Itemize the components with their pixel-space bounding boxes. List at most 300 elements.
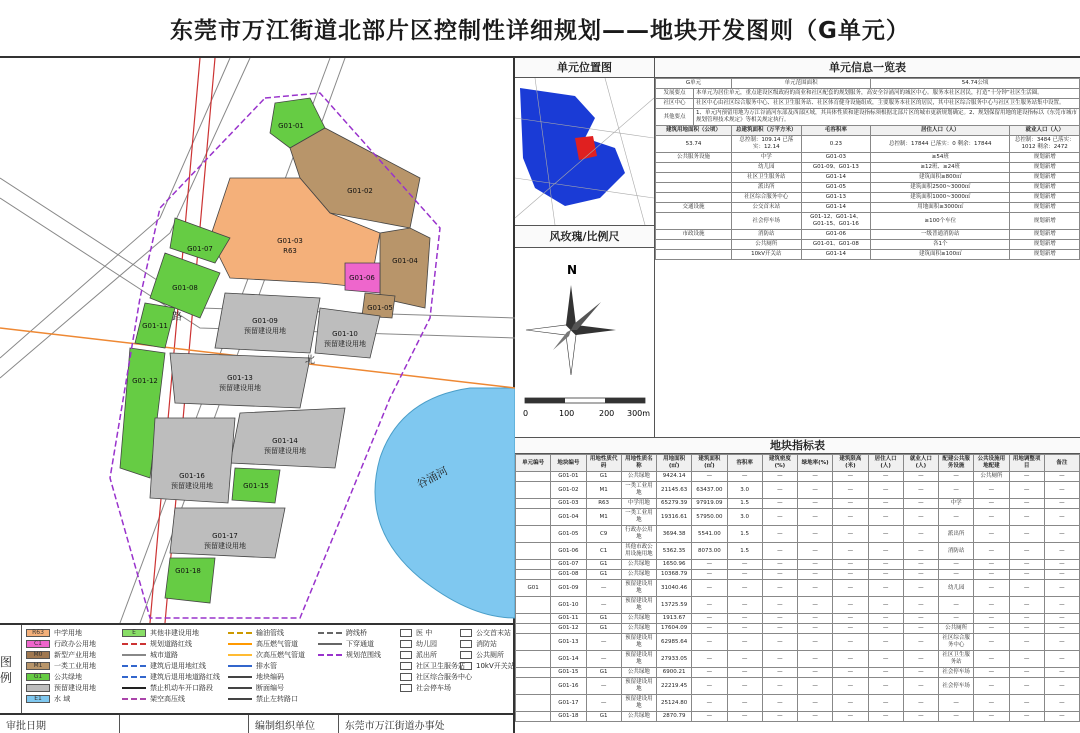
scale-100: 100 bbox=[559, 409, 575, 418]
index-cell: — bbox=[798, 668, 833, 678]
index-cell: — bbox=[692, 580, 727, 597]
legend-label: 建筑后退用地道路红线 bbox=[150, 672, 220, 681]
index-unit-cell bbox=[516, 543, 551, 560]
index-cell: 31040.46 bbox=[657, 580, 692, 597]
plot-label-G01-12: G01-12 bbox=[132, 377, 158, 385]
facility-cell: 规划新增 bbox=[1010, 193, 1080, 203]
index-cell: — bbox=[868, 560, 903, 570]
sum-h-5: 就业人口（人） bbox=[1010, 126, 1080, 136]
facility-row bbox=[656, 240, 1080, 250]
legend-col-facilities-2 bbox=[460, 627, 515, 671]
index-cell: — bbox=[1009, 597, 1044, 614]
facility-cell: 公共服务设施 bbox=[656, 153, 732, 163]
facility-cell: 中学 bbox=[732, 153, 802, 163]
index-cell: — bbox=[868, 624, 903, 634]
index-cell: — bbox=[762, 597, 797, 614]
facility-cell bbox=[656, 163, 732, 173]
facility-cell: 规划新增 bbox=[1010, 183, 1080, 193]
location-title: 单元位置图 bbox=[515, 58, 654, 78]
index-cell: — bbox=[939, 712, 974, 722]
road-label-1: 路 bbox=[172, 312, 182, 323]
index-cell: — bbox=[692, 560, 727, 570]
index-cell: 22219.45 bbox=[657, 678, 692, 695]
index-cell: 1650.96 bbox=[657, 560, 692, 570]
legend-swatch: C1 bbox=[26, 640, 50, 648]
index-cell: — bbox=[798, 560, 833, 570]
legend-label: 社会停车场 bbox=[416, 683, 451, 692]
facility-cell: 市政设施 bbox=[656, 230, 732, 240]
legend-item bbox=[26, 693, 96, 704]
facility-cell bbox=[656, 193, 732, 203]
index-cell: 19316.61 bbox=[657, 509, 692, 526]
index-cell: — bbox=[974, 712, 1009, 722]
map-area[interactable] bbox=[0, 58, 515, 623]
index-cell: — bbox=[868, 668, 903, 678]
index-row bbox=[516, 597, 1080, 614]
index-cell: — bbox=[1044, 570, 1079, 580]
index-unit-cell bbox=[516, 695, 551, 712]
legend-label: 新型产业用地 bbox=[54, 650, 96, 659]
wind-rose bbox=[515, 248, 654, 436]
legend-item bbox=[400, 671, 472, 682]
index-cell: — bbox=[762, 624, 797, 634]
index-cell: 一类工业用地 bbox=[621, 509, 656, 526]
index-cell: — bbox=[762, 509, 797, 526]
index-header: 建筑密度(%) bbox=[762, 455, 797, 472]
index-row bbox=[516, 499, 1080, 509]
index-cell: — bbox=[727, 695, 762, 712]
index-cell: — bbox=[727, 678, 762, 695]
index-cell: — bbox=[833, 472, 868, 482]
index-cell: — bbox=[762, 526, 797, 543]
index-cell: G01-02 bbox=[551, 482, 586, 499]
index-cell: — bbox=[974, 499, 1009, 509]
index-row bbox=[516, 624, 1080, 634]
index-cell: — bbox=[762, 543, 797, 560]
index-cell: 公共厕所 bbox=[939, 624, 974, 634]
index-unit-cell bbox=[516, 526, 551, 543]
legend-line bbox=[122, 687, 146, 689]
index-cell: — bbox=[868, 543, 903, 560]
index-cell: — bbox=[974, 634, 1009, 651]
index-cell: 社区卫生服务站 bbox=[939, 651, 974, 668]
legend-facility-icon bbox=[400, 651, 412, 659]
index-cell: — bbox=[586, 580, 621, 597]
legend-label: 中学用地 bbox=[54, 628, 82, 637]
unit-area-label: 单元范围面积 bbox=[732, 79, 871, 89]
legend bbox=[0, 623, 515, 713]
index-cell: — bbox=[692, 570, 727, 580]
title-bar bbox=[0, 0, 1080, 58]
index-cell: — bbox=[974, 580, 1009, 597]
legend-item bbox=[122, 693, 220, 704]
index-header: 用地性质代码 bbox=[586, 455, 621, 472]
index-cell: — bbox=[1009, 526, 1044, 543]
index-header: 地块编号 bbox=[551, 455, 586, 472]
facility-cell: 各1个 bbox=[871, 240, 1010, 250]
index-cell: — bbox=[798, 624, 833, 634]
facility-cell: 社会停车场 bbox=[732, 213, 802, 230]
facility-cell: G01-06 bbox=[801, 230, 871, 240]
index-cell: — bbox=[833, 668, 868, 678]
index-cell: — bbox=[798, 543, 833, 560]
plot-G01-16 bbox=[150, 418, 235, 503]
index-header: 容积率 bbox=[727, 455, 762, 472]
location-map-box bbox=[515, 58, 655, 226]
unit-name: G单元 bbox=[656, 79, 732, 89]
index-header: 居住人口(人) bbox=[868, 455, 903, 472]
wind-rose-box bbox=[515, 226, 655, 438]
index-cell: — bbox=[1044, 634, 1079, 651]
index-cell: G01-01 bbox=[551, 472, 586, 482]
index-cell: — bbox=[833, 624, 868, 634]
index-cell: — bbox=[692, 614, 727, 624]
index-cell: 预留建设用地 bbox=[621, 580, 656, 597]
index-cell: — bbox=[903, 580, 938, 597]
facility-cell: G01-14 bbox=[801, 203, 871, 213]
index-cell: R63 bbox=[586, 499, 621, 509]
info-title: 单元信息一览表 bbox=[655, 58, 1080, 78]
legend-item bbox=[26, 671, 96, 682]
index-cell: — bbox=[762, 695, 797, 712]
index-cell: — bbox=[833, 712, 868, 722]
index-cell: — bbox=[868, 499, 903, 509]
index-cell: 1.5 bbox=[727, 543, 762, 560]
index-cell: 中学 bbox=[939, 499, 974, 509]
rose-title: 风玫瑰/比例尺 bbox=[515, 226, 654, 248]
legend-label: 排水管 bbox=[256, 661, 277, 670]
plot-code-G01-16: 预留建设用地 bbox=[171, 482, 213, 490]
index-cell: — bbox=[903, 614, 938, 624]
legend-item bbox=[122, 682, 220, 693]
index-cell: 公共绿地 bbox=[621, 560, 656, 570]
legend-item bbox=[318, 649, 381, 660]
unit-info-box bbox=[655, 58, 1080, 438]
plot-label-G01-04: G01-04 bbox=[392, 257, 418, 265]
plot-code-G01-10: 预留建设用地 bbox=[324, 340, 366, 348]
index-cell: 其他市政公用设施用地 bbox=[621, 543, 656, 560]
index-cell: — bbox=[903, 543, 938, 560]
plot-label-G01-08: G01-08 bbox=[172, 284, 198, 292]
index-cell: — bbox=[903, 509, 938, 526]
index-cell: — bbox=[1009, 634, 1044, 651]
index-cell: — bbox=[692, 597, 727, 614]
index-cell: 公共绿地 bbox=[621, 624, 656, 634]
facility-cell: 一级普通消防站 bbox=[871, 230, 1010, 240]
index-cell: 13725.59 bbox=[657, 597, 692, 614]
index-cell: — bbox=[586, 634, 621, 651]
index-cell: — bbox=[798, 634, 833, 651]
facility-cell: G01-13 bbox=[801, 193, 871, 203]
facility-row bbox=[656, 183, 1080, 193]
index-cell: — bbox=[798, 509, 833, 526]
index-cell: 17604.09 bbox=[657, 624, 692, 634]
index-cell: — bbox=[868, 509, 903, 526]
legend-label: 规划范围线 bbox=[346, 650, 381, 659]
legend-item bbox=[228, 627, 305, 638]
index-cell: — bbox=[1044, 668, 1079, 678]
facility-cell: G01-14 bbox=[801, 173, 871, 183]
legend-item bbox=[122, 627, 220, 638]
legend-label: 消防站 bbox=[476, 639, 497, 648]
index-cell: 公共绿地 bbox=[621, 472, 656, 482]
index-row bbox=[516, 560, 1080, 570]
index-cell: — bbox=[1009, 472, 1044, 482]
index-cell: — bbox=[1009, 570, 1044, 580]
index-cell: — bbox=[798, 678, 833, 695]
legend-line bbox=[228, 676, 252, 678]
index-cell: — bbox=[727, 634, 762, 651]
legend-label: 预留建设用地 bbox=[54, 683, 96, 692]
legend-item bbox=[228, 638, 305, 649]
north-label: N bbox=[567, 263, 578, 277]
index-cell: — bbox=[868, 482, 903, 499]
index-cell: — bbox=[727, 570, 762, 580]
legend-swatch: E bbox=[122, 629, 146, 637]
index-cell: — bbox=[1044, 712, 1079, 722]
index-cell: — bbox=[868, 570, 903, 580]
plot-label-G01-17: G01-17 bbox=[212, 532, 238, 540]
sum-h-3: 毛容积率 bbox=[801, 126, 871, 136]
legend-line bbox=[122, 698, 146, 700]
index-row bbox=[516, 526, 1080, 543]
plot-label-G01-10: G01-10 bbox=[332, 330, 358, 338]
plot-label-G01-14: G01-14 bbox=[272, 437, 298, 445]
index-cell: — bbox=[903, 695, 938, 712]
legend-item bbox=[228, 660, 305, 671]
index-cell: 3694.38 bbox=[657, 526, 692, 543]
index-cell: 一类工业用地 bbox=[621, 482, 656, 499]
index-cell: 1.5 bbox=[727, 499, 762, 509]
index-cell: — bbox=[1044, 560, 1079, 570]
index-header: 就业人口(人) bbox=[903, 455, 938, 472]
index-cell: — bbox=[762, 678, 797, 695]
index-row bbox=[516, 482, 1080, 499]
index-cell: — bbox=[798, 472, 833, 482]
index-cell: 21145.63 bbox=[657, 482, 692, 499]
index-cell: — bbox=[903, 472, 938, 482]
legend-line bbox=[318, 632, 342, 634]
index-cell: — bbox=[833, 560, 868, 570]
land-use-map[interactable] bbox=[0, 58, 515, 623]
facility-cell: 规划新增 bbox=[1010, 240, 1080, 250]
facility-cell: G01-05 bbox=[801, 183, 871, 193]
index-row bbox=[516, 509, 1080, 526]
legend-swatch bbox=[26, 684, 50, 692]
index-cell: — bbox=[974, 482, 1009, 499]
index-cell: — bbox=[868, 580, 903, 597]
index-header: 单元编号 bbox=[516, 455, 551, 472]
index-cell: — bbox=[1009, 695, 1044, 712]
plot-label-G01-06: G01-06 bbox=[349, 274, 375, 282]
facility-cell: 规划新增 bbox=[1010, 203, 1080, 213]
info-key-2: 社区中心 bbox=[656, 99, 694, 109]
index-row bbox=[516, 614, 1080, 624]
info-val-1: 本单元为居住单元，重点建设区级政府的商业和社区配套的规划服务，高安全谷涌河的城区中心。服务本社区居民，打造“十分钟”社区生活圈。 bbox=[694, 89, 1080, 99]
legend-facility-icon bbox=[400, 629, 412, 637]
index-cell: 65279.39 bbox=[657, 499, 692, 509]
sum-h-2: 总建筑面积（万平方米） bbox=[732, 126, 802, 136]
legend-facility-icon bbox=[400, 673, 412, 681]
legend-item bbox=[460, 660, 515, 671]
facility-cell: 公交首末站 bbox=[732, 203, 802, 213]
legend-item bbox=[318, 627, 381, 638]
legend-line bbox=[228, 643, 252, 645]
legend-label: 次高压燃气管道 bbox=[256, 650, 305, 659]
index-cell: — bbox=[974, 695, 1009, 712]
index-cell: 社会停车场 bbox=[939, 678, 974, 695]
facility-cell: 幼儿园 bbox=[732, 163, 802, 173]
info-key-3: 其他要点 bbox=[656, 109, 694, 126]
sum-v-5: 总控制：3484 已落实：1012 剩余：2472 bbox=[1010, 136, 1080, 153]
legend-label: 断面编号 bbox=[256, 683, 284, 692]
index-cell: 8073.00 bbox=[692, 543, 727, 560]
index-cell: — bbox=[903, 624, 938, 634]
index-cell: — bbox=[903, 668, 938, 678]
index-cell: 6900.21 bbox=[657, 668, 692, 678]
plot-label-G01-01: G01-01 bbox=[278, 122, 304, 130]
facility-cell bbox=[656, 240, 732, 250]
facility-cell: 社区综合服务中心 bbox=[732, 193, 802, 203]
legend-item bbox=[228, 671, 305, 682]
index-cell: 1913.67 bbox=[657, 614, 692, 624]
index-row bbox=[516, 472, 1080, 482]
unit-area-value: 54.74公顷 bbox=[871, 79, 1080, 89]
plot-label-G01-13: G01-13 bbox=[227, 374, 253, 382]
legend-line bbox=[318, 654, 342, 656]
index-cell: 消防站 bbox=[939, 543, 974, 560]
index-cell: G01-12 bbox=[551, 624, 586, 634]
index-cell: G01-07 bbox=[551, 560, 586, 570]
index-cell: — bbox=[1044, 678, 1079, 695]
legend-item bbox=[318, 638, 381, 649]
index-cell: — bbox=[586, 695, 621, 712]
legend-line bbox=[122, 676, 146, 678]
legend-item bbox=[228, 693, 305, 704]
index-cell: — bbox=[1044, 543, 1079, 560]
index-cell: — bbox=[762, 570, 797, 580]
page-title: 东莞市万江街道北部片区控制性详细规划——地块开发图则（G单元） bbox=[170, 17, 910, 44]
legend-swatch: M1 bbox=[26, 662, 50, 670]
index-cell: G01-13 bbox=[551, 634, 586, 651]
index-cell: — bbox=[833, 614, 868, 624]
plot-code-G01-13: 预留建设用地 bbox=[219, 384, 261, 392]
legend-label: 一类工业用地 bbox=[54, 661, 96, 670]
legend-label: 行政办公用地 bbox=[54, 639, 96, 648]
index-cell: — bbox=[762, 634, 797, 651]
index-cell: — bbox=[868, 712, 903, 722]
index-cell: — bbox=[1044, 482, 1079, 499]
index-cell: — bbox=[903, 499, 938, 509]
legend-label: 禁止左转路口 bbox=[256, 694, 298, 703]
index-cell: 63437.00 bbox=[692, 482, 727, 499]
index-cell: 公共绿地 bbox=[621, 614, 656, 624]
index-cell: 预留建设用地 bbox=[621, 695, 656, 712]
legend-item bbox=[26, 649, 96, 660]
index-cell: — bbox=[939, 570, 974, 580]
index-cell: C1 bbox=[586, 543, 621, 560]
index-cell: — bbox=[692, 472, 727, 482]
index-cell: — bbox=[939, 509, 974, 526]
index-cell: G01-11 bbox=[551, 614, 586, 624]
index-cell: — bbox=[727, 472, 762, 482]
index-row bbox=[516, 651, 1080, 668]
approval-date-label: 审批日期 bbox=[0, 715, 120, 733]
index-cell: 1.5 bbox=[727, 526, 762, 543]
index-cell: — bbox=[1009, 499, 1044, 509]
legend-item bbox=[26, 638, 96, 649]
index-unit-cell bbox=[516, 614, 551, 624]
index-cell: — bbox=[762, 482, 797, 499]
legend-swatch: R63 bbox=[26, 629, 50, 637]
index-cell: — bbox=[1009, 543, 1044, 560]
index-cell: — bbox=[1009, 651, 1044, 668]
index-cell: — bbox=[833, 597, 868, 614]
legend-line bbox=[228, 698, 252, 700]
index-cell: — bbox=[692, 712, 727, 722]
index-header: 用地面积(㎡) bbox=[657, 455, 692, 472]
index-cell: — bbox=[903, 712, 938, 722]
location-map bbox=[515, 78, 654, 225]
legend-item bbox=[460, 649, 515, 660]
legend-label: 幼儿园 bbox=[416, 639, 437, 648]
legend-col-lines bbox=[318, 627, 381, 660]
index-cell: — bbox=[974, 678, 1009, 695]
index-cell: — bbox=[939, 695, 974, 712]
legend-item bbox=[122, 649, 220, 660]
index-header: 用地性质名称 bbox=[621, 455, 656, 472]
legend-line bbox=[228, 654, 252, 656]
index-cell: 2870.79 bbox=[657, 712, 692, 722]
legend-label: 其他非建设用地 bbox=[150, 628, 199, 637]
index-cell: — bbox=[798, 482, 833, 499]
index-cell: 派出所 bbox=[939, 526, 974, 543]
index-row bbox=[516, 712, 1080, 722]
index-cell: — bbox=[903, 678, 938, 695]
index-cell: — bbox=[727, 560, 762, 570]
legend-label: 医 中 bbox=[416, 628, 433, 637]
index-unit-cell bbox=[516, 560, 551, 570]
index-cell: — bbox=[833, 634, 868, 651]
index-cell: — bbox=[1044, 614, 1079, 624]
index-cell: — bbox=[903, 482, 938, 499]
index-cell: — bbox=[833, 570, 868, 580]
index-cell: — bbox=[1044, 695, 1079, 712]
index-cell: — bbox=[762, 560, 797, 570]
index-cell: — bbox=[727, 651, 762, 668]
index-cell: G1 bbox=[586, 570, 621, 580]
legend-label: 10kV开关站 bbox=[476, 661, 515, 670]
index-cell: G1 bbox=[586, 614, 621, 624]
index-cell: — bbox=[903, 634, 938, 651]
legend-col-pipes bbox=[228, 627, 305, 704]
facility-cell: 规划新增 bbox=[1010, 163, 1080, 173]
index-header: 建筑面积(㎡) bbox=[692, 455, 727, 472]
index-cell: — bbox=[1044, 499, 1079, 509]
scale-300: 300m bbox=[627, 409, 651, 418]
plot-code-G01-03: R63 bbox=[283, 247, 297, 255]
facility-cell: ≥54班 bbox=[871, 153, 1010, 163]
index-cell: 5541.00 bbox=[692, 526, 727, 543]
index-cell: — bbox=[939, 472, 974, 482]
facility-row bbox=[656, 203, 1080, 213]
index-cell: G01-14 bbox=[551, 651, 586, 668]
index-cell: — bbox=[1009, 668, 1044, 678]
plot-code-G01-17: 预留建设用地 bbox=[204, 542, 246, 550]
sum-v-3: 0.23 bbox=[801, 136, 871, 153]
index-cell: 社会停车场 bbox=[939, 668, 974, 678]
legend-label: 规划道路红线 bbox=[150, 639, 192, 648]
